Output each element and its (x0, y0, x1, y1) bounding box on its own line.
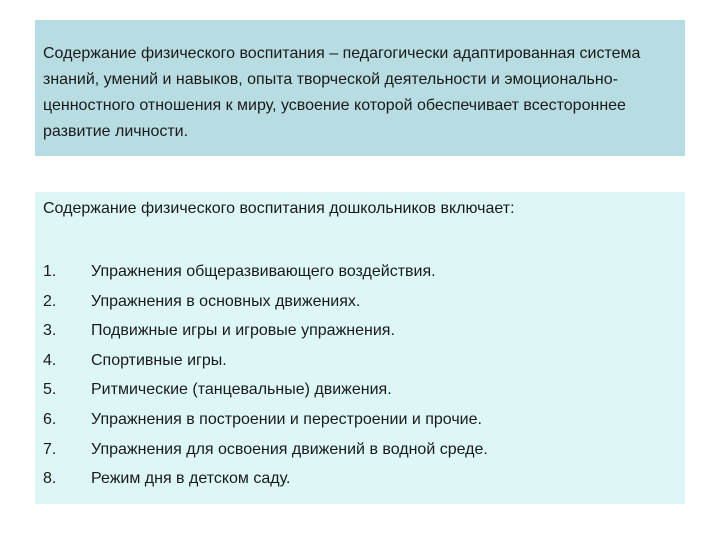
list-item-text: Упражнения в основных движениях. (91, 292, 361, 310)
list-item (43, 316, 488, 346)
list-item-number: 8. (43, 470, 57, 488)
list-item-number: 2. (43, 292, 57, 310)
list-item-number: 1. (43, 263, 57, 280)
list-item-text: Упражнения в построении и перестроении и прочие. (91, 410, 482, 428)
list-item (43, 375, 488, 405)
list-item-text: Подвижные игры и игровые упражнения. (91, 322, 395, 340)
content-box (35, 192, 685, 504)
list-item (43, 435, 488, 465)
list-item-number: 3. (43, 322, 57, 340)
list-item-number: 4. (43, 351, 57, 369)
content-heading (43, 196, 675, 222)
list-item (43, 464, 488, 494)
list-item-text: Ритмические (танцевальные) движения. (91, 381, 392, 399)
list-item-number: 6. (43, 410, 57, 428)
content-heading-rest: включает: (436, 200, 515, 217)
list-item-text: Режим дня в детском саду. (91, 470, 291, 488)
list-item-number: 7. (43, 440, 57, 458)
definition-box (35, 20, 685, 156)
list-item-text: Спортивные игры. (91, 351, 227, 369)
definition-dash: – (324, 45, 343, 62)
list-item-text: Упражнения для освоения движений в водной среде. (91, 440, 488, 458)
list-item-text: Упражнения общеразвивающего воздействия. (91, 263, 436, 280)
list-item (43, 405, 488, 435)
list-item-number: 5. (43, 381, 57, 399)
definition-term: Содержание физического воспитания (43, 45, 325, 62)
list-item (43, 287, 488, 317)
definition-text: педагогически адаптированная система знаний, умений и навыков, опыта творческой деятельности и эмоционально-ценностного отношения к миру, усвоение которой обеспечивает всестороннее развитие личности. (43, 45, 641, 140)
list-item (43, 346, 488, 376)
list-item (43, 257, 488, 287)
content-heading-main: Содержание физического воспитания дошкольников (43, 200, 437, 217)
content-list (43, 257, 488, 494)
